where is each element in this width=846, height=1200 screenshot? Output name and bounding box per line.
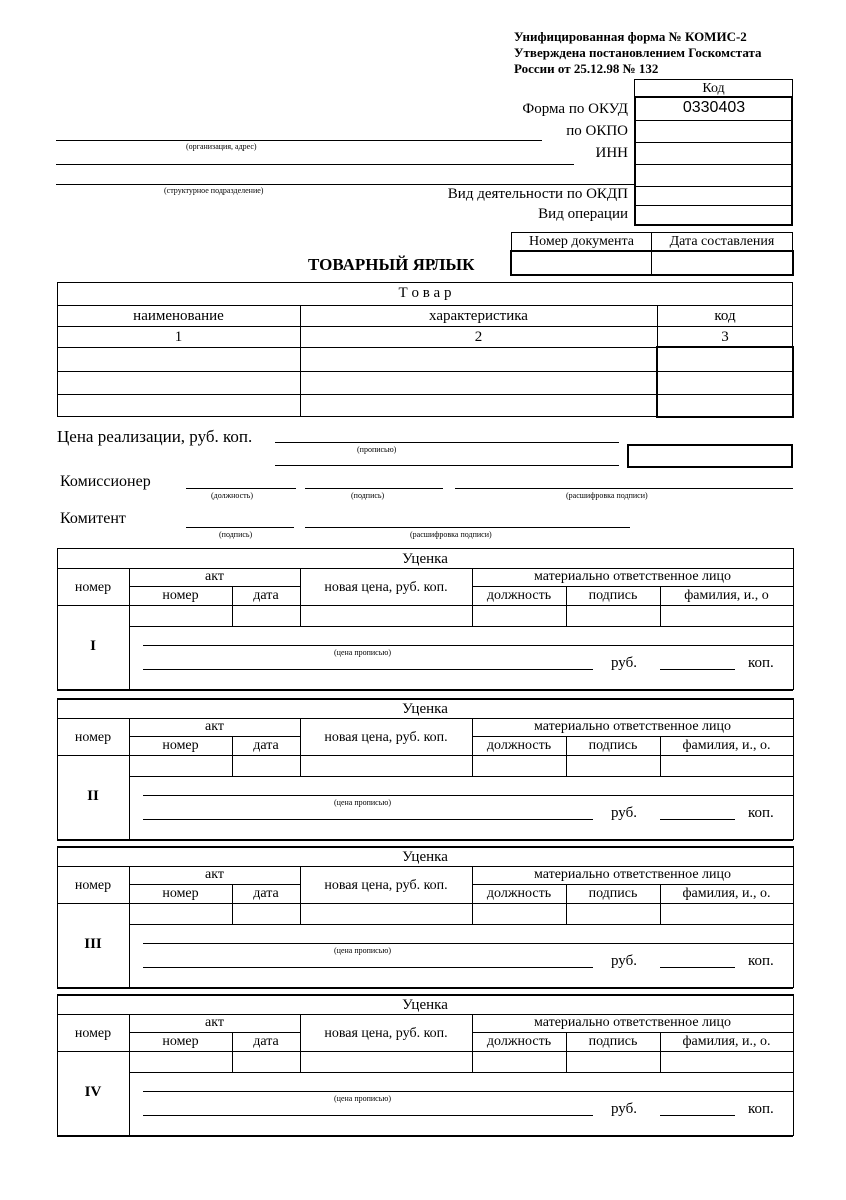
commissioner-name-line[interactable] <box>455 488 793 489</box>
col-act: акт <box>205 1015 224 1030</box>
okud-value[interactable]: 0330403 <box>682 99 746 116</box>
committent-signature-line[interactable] <box>186 527 294 528</box>
col-position: должность <box>486 738 552 753</box>
col-signature: подпись <box>588 1034 638 1049</box>
col-number-3: 3 <box>721 329 729 345</box>
markdown-entry-row[interactable] <box>130 904 793 924</box>
col-act-number: номер <box>162 738 199 753</box>
col-number: номер <box>74 878 112 893</box>
col-responsible: материально ответственное лицо <box>533 569 732 584</box>
org-line[interactable] <box>56 140 542 141</box>
commissioner-caption-name: (расшифровка подписи) <box>566 491 648 500</box>
org-caption: (организация, адрес) <box>186 142 257 151</box>
price-words-line[interactable] <box>143 1091 793 1092</box>
col-fio: фамилия, и., о. <box>682 1034 771 1049</box>
col-fio: фамилия, и., о <box>684 588 769 603</box>
price-box[interactable] <box>627 444 793 468</box>
kop-line[interactable] <box>660 669 735 670</box>
col-number-1: 1 <box>174 329 183 345</box>
commissioner-signature-line[interactable] <box>305 488 443 489</box>
markdown-title: Уценка <box>402 849 448 865</box>
col-act-date: дата <box>253 1034 279 1049</box>
commissioner-caption-signature: (подпись) <box>351 491 385 500</box>
col-signature: подпись <box>588 738 638 753</box>
col-position: должность <box>486 1034 552 1049</box>
col-new-price: новая цена, руб. коп. <box>324 580 448 595</box>
col-number: номер <box>74 1026 112 1041</box>
price-words-caption: (цена прописью) <box>334 648 392 657</box>
okpo-label: по ОКПО <box>566 123 628 139</box>
price-words-line[interactable] <box>143 645 793 646</box>
col-new-price: новая цена, руб. коп. <box>324 1026 448 1041</box>
col-act-date: дата <box>253 588 279 603</box>
goods-header: Т о в а р <box>398 285 452 301</box>
kop-line[interactable] <box>660 819 735 820</box>
division-caption: (структурное подразделение) <box>164 186 264 195</box>
price-words-line-2[interactable] <box>143 1115 593 1116</box>
markdown-block <box>0 698 846 843</box>
col-responsible: материально ответственное лицо <box>533 867 732 882</box>
committent-name-line[interactable] <box>305 527 630 528</box>
commissioner-label: Комиссионер <box>60 473 151 490</box>
commissioner-caption-position: (должность) <box>211 491 253 500</box>
markdown-numeral: III <box>84 936 102 952</box>
price-words-caption: (цена прописью) <box>334 798 392 807</box>
markdown-title: Уценка <box>402 701 448 717</box>
markdown-block <box>0 994 846 1139</box>
price-caption: (прописью) <box>357 445 397 454</box>
org-line-2[interactable] <box>56 164 574 165</box>
markdown-title: Уценка <box>402 551 448 567</box>
kop-line[interactable] <box>660 967 735 968</box>
kop-label: коп. <box>748 805 774 821</box>
markdown-block <box>0 846 846 991</box>
price-words-line-2[interactable] <box>143 819 593 820</box>
markdown-entry-row[interactable] <box>130 606 793 626</box>
price-label: Цена реализации, руб. коп. <box>57 427 253 446</box>
code-header: Код <box>702 81 725 96</box>
col-signature: подпись <box>588 886 638 901</box>
doc-number-date-cells[interactable] <box>510 250 794 276</box>
col-position: должность <box>486 588 552 603</box>
col-code: код <box>714 308 736 324</box>
col-act-number: номер <box>162 1034 199 1049</box>
okdp-label: Вид деятельности по ОКДП <box>447 186 628 202</box>
col-name: наименование <box>133 308 224 324</box>
price-words-line-2[interactable] <box>143 669 593 670</box>
okud-label: Форма по ОКУД <box>522 101 628 117</box>
committent-caption-name: (расшифровка подписи) <box>410 530 492 539</box>
col-number-2: 2 <box>474 329 483 345</box>
rub-label: руб. <box>611 953 637 969</box>
committent-label: Комитент <box>60 510 126 527</box>
col-position: должность <box>486 886 552 901</box>
markdown-title: Уценка <box>402 997 448 1013</box>
kop-line[interactable] <box>660 1115 735 1116</box>
rub-label: руб. <box>611 655 637 671</box>
price-words-line[interactable] <box>143 795 793 796</box>
markdown-numeral: I <box>90 638 96 654</box>
document-title: ТОВАРНЫЙ ЯРЛЫК <box>308 255 475 274</box>
kop-label: коп. <box>748 655 774 671</box>
rub-label: руб. <box>611 805 637 821</box>
price-line-2[interactable] <box>275 465 619 466</box>
col-act-date: дата <box>253 886 279 901</box>
price-words-caption: (цена прописью) <box>334 1094 392 1103</box>
col-fio: фамилия, и., о. <box>682 738 771 753</box>
form-line-1: Унифицированная форма № КОМИС-2 <box>514 29 747 44</box>
commissioner-position-line[interactable] <box>186 488 296 489</box>
goods-code-cells[interactable] <box>656 346 794 418</box>
form-line-2: Утверждена постановлением Госкомстата <box>514 45 762 60</box>
col-act: акт <box>205 569 224 584</box>
markdown-numeral: II <box>87 788 99 804</box>
markdown-entry-row[interactable] <box>130 1052 793 1072</box>
markdown-block <box>0 548 846 693</box>
col-signature: подпись <box>588 588 638 603</box>
col-act: акт <box>205 719 224 734</box>
price-words-line-2[interactable] <box>143 967 593 968</box>
col-new-price: новая цена, руб. коп. <box>324 730 448 745</box>
kop-label: коп. <box>748 1101 774 1117</box>
col-act: акт <box>205 867 224 882</box>
operation-label: Вид операции <box>538 206 628 222</box>
inn-label: ИНН <box>595 145 628 161</box>
doc-date-label: Дата составления <box>669 234 775 249</box>
division-line[interactable] <box>56 184 634 185</box>
price-words-caption: (цена прописью) <box>334 946 392 955</box>
col-act-number: номер <box>162 588 199 603</box>
markdown-entry-row[interactable] <box>130 756 793 776</box>
col-characteristic: характеристика <box>429 308 528 324</box>
committent-caption-signature: (подпись) <box>219 530 253 539</box>
doc-number-label: Номер документа <box>528 234 635 249</box>
markdown-numeral: IV <box>84 1084 102 1100</box>
col-fio: фамилия, и., о. <box>682 886 771 901</box>
col-act-number: номер <box>162 886 199 901</box>
col-number: номер <box>74 580 112 595</box>
col-responsible: материально ответственное лицо <box>533 719 732 734</box>
kop-label: коп. <box>748 953 774 969</box>
col-new-price: новая цена, руб. коп. <box>324 878 448 893</box>
rub-label: руб. <box>611 1101 637 1117</box>
col-number: номер <box>74 730 112 745</box>
col-act-date: дата <box>253 738 279 753</box>
price-line[interactable] <box>275 442 619 443</box>
col-responsible: материально ответственное лицо <box>533 1015 732 1030</box>
price-words-line[interactable] <box>143 943 793 944</box>
form-line-3: России от 25.12.98 № 132 <box>514 61 659 76</box>
code-header-cell <box>634 79 793 97</box>
